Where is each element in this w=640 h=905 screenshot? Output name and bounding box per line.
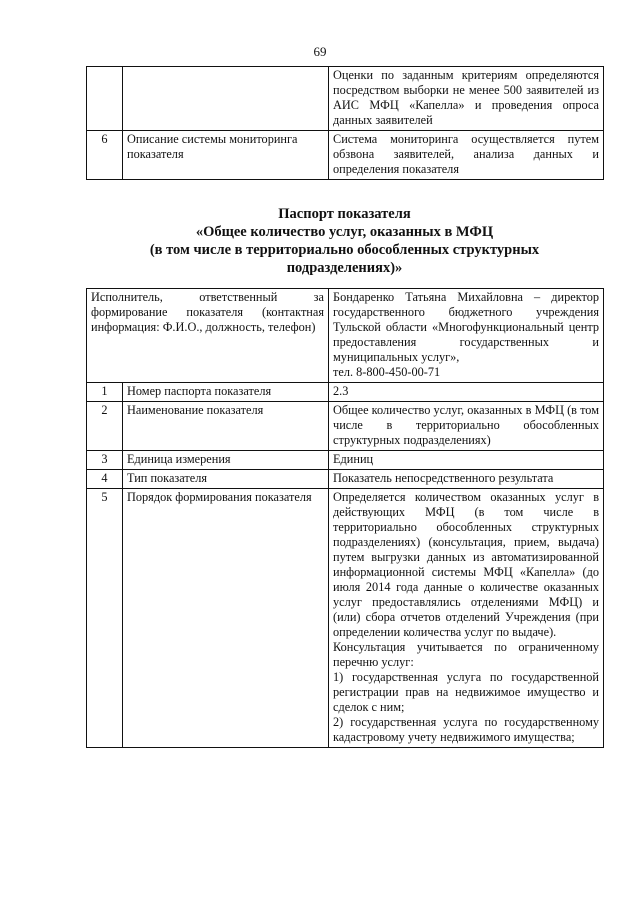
row-value: 2.3: [329, 383, 604, 402]
table-row: [87, 451, 604, 470]
list-item: 2) государственная услуга по государственному кадастровому учету недвижимого имущества;: [333, 715, 600, 744]
row-label: Описание системы мониторинга показателя: [123, 131, 329, 180]
row-value: Показатель непосредственного результата: [329, 470, 604, 489]
executor-label: Исполнитель, ответственный за формирование показателя (контактная информация: Ф.И.О., должность, телефон): [87, 289, 329, 383]
passport-title-line: (в том числе в территориально обособленных структурных: [149, 242, 540, 258]
row-label: Наименование показателя: [123, 402, 329, 451]
row-label: Единица измерения: [123, 451, 329, 470]
table-row: [87, 289, 604, 383]
list-item: 1) государственная услуга по государственной регистрации прав на недвижимое имущество и сделок с ним;: [333, 670, 600, 714]
row-value: [329, 489, 604, 748]
table-row: [87, 67, 604, 131]
executor-phone: тел. 8-800-450-00-71: [333, 365, 441, 379]
table-row: [87, 383, 604, 402]
row-number: 6: [87, 131, 123, 180]
table-row: [87, 489, 604, 748]
table-row: [87, 470, 604, 489]
row-number: 2: [87, 402, 123, 451]
passport-table: [86, 288, 604, 748]
passport-title-line: подразделениях)»: [286, 260, 403, 276]
executor-value: [329, 289, 604, 383]
table-row: [87, 402, 604, 451]
passport-title: [86, 205, 603, 277]
row-label: Порядок формирования показателя: [123, 489, 329, 748]
row-value: Общее количество услуг, оказанных в МФЦ (в том числе в территориально обособленных структурных подразделениях): [329, 402, 604, 451]
row-number: 1: [87, 383, 123, 402]
row-label: [123, 67, 329, 131]
row-value: Система мониторинга осуществляется путем обзвона заявителей, анализа данных и определения показателя: [329, 131, 604, 180]
row-value: Единиц: [329, 451, 604, 470]
row-number: 5: [87, 489, 123, 748]
row-value: Оценки по заданным критериям определяются посредством выборки не менее 500 заявителей из АИС МФЦ «Капелла» и проведения опроса данных заявителей: [329, 67, 604, 131]
row-number: [87, 67, 123, 131]
passport-title-line: Паспорт показателя: [278, 206, 411, 222]
row-label: Тип показателя: [123, 470, 329, 489]
paragraph: Консультация учитывается по ограниченному перечню услуг:: [333, 640, 600, 669]
table-row: [87, 131, 604, 180]
page-number: 69: [313, 44, 327, 59]
passport-title-line: «Общее количество услуг, оказанных в МФЦ: [195, 224, 494, 240]
row-label: Номер паспорта показателя: [123, 383, 329, 402]
monitoring-table: [86, 66, 604, 180]
executor-info: Бондаренко Татьяна Михайловна – директор государственного бюджетного учреждения Тульской области «Многофункциональный центр предоставления государственных и муниципальных услуг»,: [333, 290, 600, 364]
row-number: 4: [87, 470, 123, 489]
row-number: 3: [87, 451, 123, 470]
paragraph: Определяется количеством оказанных услуг в действующих МФЦ (в том числе в территориально обособленных структурных подразделениях) (консультация, прием, выдача) путем выгрузки данных из автоматизированной информационной системы МФЦ «Капелла» (до июля 2014 года данные о количестве оказанных услуг предоставлялись отделениями МФЦ) и (или) сбора отчетов отделений Учреждения (при определении количества услуг по выдаче).: [333, 490, 600, 639]
